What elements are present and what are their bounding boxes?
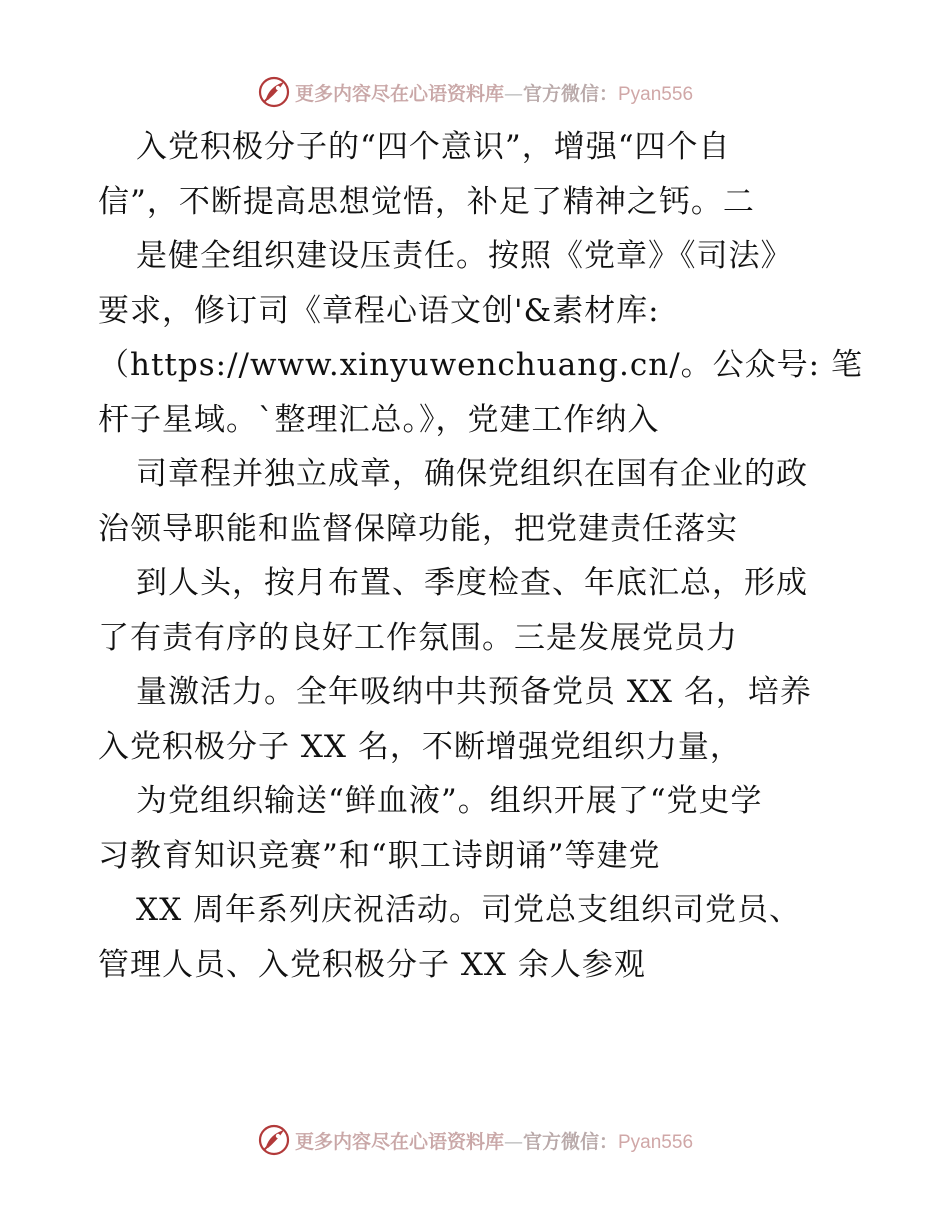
- text-line: 管理人员、入党积极分子 XX 余人参观: [98, 946, 646, 983]
- text-line: XX 周年系列庆祝活动。司党总支组织司党员、: [136, 892, 801, 928]
- text-line: 了有责有序的良好工作氛围。三是发展党员力: [98, 619, 738, 656]
- text-line: 信”，不断提高思想觉悟，补足了精神之钙。二: [98, 183, 755, 220]
- text-line: 治领导职能和监督保障功能，把党建责任落实: [98, 510, 738, 547]
- text-line: 量激活力。全年吸纳中共预备党员 XX 名，培养: [136, 674, 812, 710]
- banner-separator: —: [503, 82, 523, 105]
- pen-logo-icon: [257, 75, 291, 109]
- pen-logo-icon: [257, 1123, 291, 1157]
- text-line: 杆子星域。`整理汇总。》，党建工作纳入: [98, 401, 660, 438]
- banner-text: [295, 79, 693, 106]
- text-line: 为党组织输送“鲜血液”。组织开展了“党史学: [136, 783, 763, 819]
- banner-main-text: 更多内容尽在心语资料库: [294, 1130, 504, 1153]
- header-watermark-banner: [0, 72, 950, 112]
- text-line: 习教育知识竞赛”和“职工诗朗诵”等建党: [98, 837, 661, 874]
- document-body: [98, 120, 878, 992]
- banner-wechat-id: Pyan556: [618, 83, 694, 105]
- text-line: 司章程并独立成章，确保党组织在国有企业的政: [136, 456, 808, 492]
- footer-watermark-banner: [0, 1120, 950, 1160]
- banner-text: [295, 1127, 693, 1154]
- text-line: 入党积极分子的“四个意识”，增强“四个自: [136, 129, 731, 165]
- banner-official-label: 官方微信：: [522, 82, 618, 105]
- text-line: 是健全组织建设压责任。按照《党章》《司法》: [136, 238, 793, 274]
- banner-wechat-id: Pyan556: [618, 1131, 694, 1153]
- text-line: （https://www.xinyuwenchuang.cn/。公众号: 笔: [98, 347, 863, 383]
- text-line: 要求，修订司《章程心语文创'&素材库:: [98, 292, 660, 329]
- banner-separator: —: [503, 1130, 523, 1153]
- text-line: 到人头，按月布置、季度检查、年底汇总，形成: [136, 565, 808, 601]
- text-line: 入党积极分子 XX 名，不断增强党组织力量，: [98, 728, 742, 765]
- banner-main-text: 更多内容尽在心语资料库: [294, 82, 504, 105]
- banner-official-label: 官方微信：: [522, 1130, 618, 1153]
